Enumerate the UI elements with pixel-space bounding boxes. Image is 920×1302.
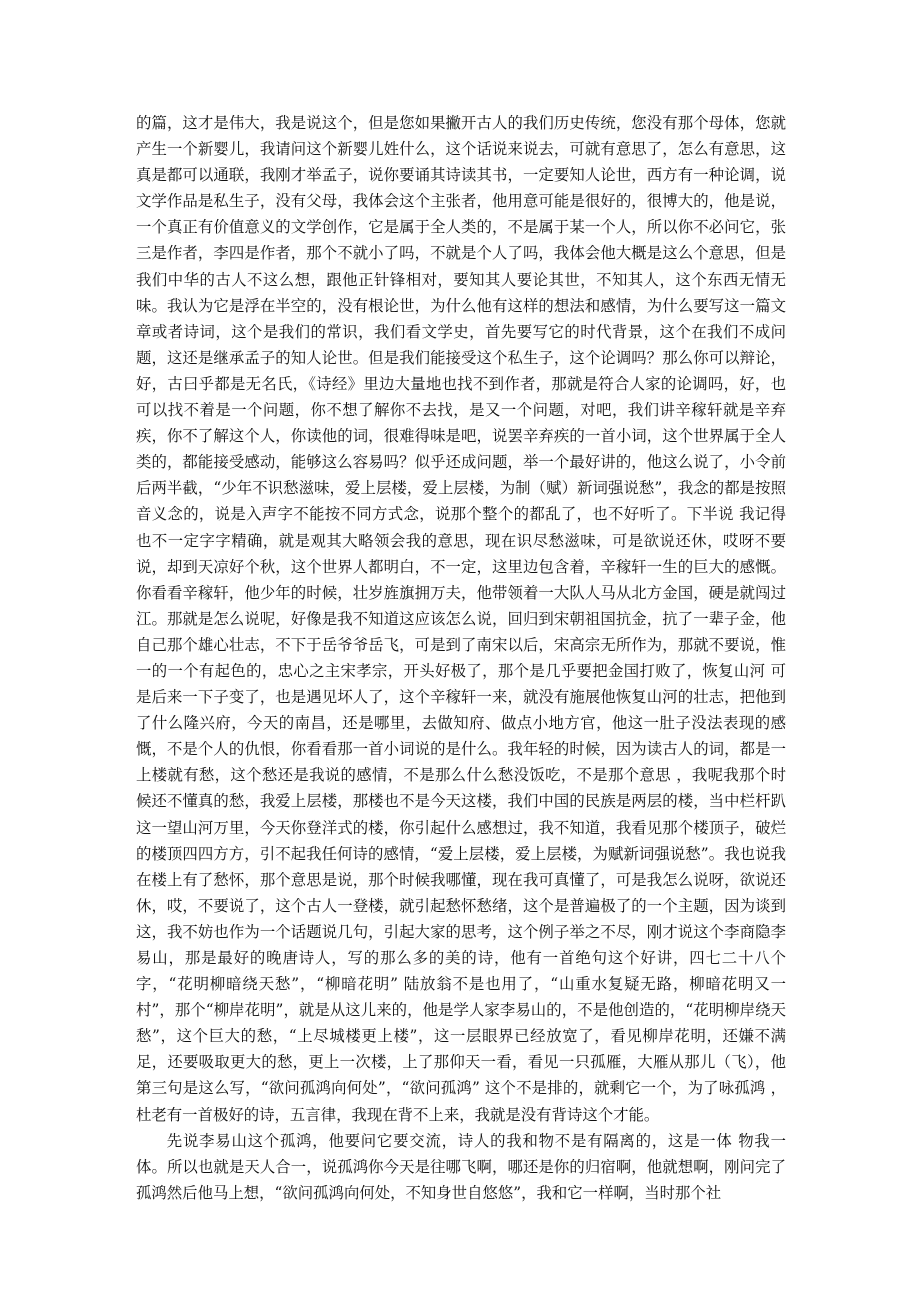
document-page: [136, 110, 786, 1206]
paragraph-1: 的篇，这才是伟大，我是说这个，但是您如果撇开古人的我们历史传统，您没有那个母体，您就产生一个新婴儿，我请问这个新婴儿姓什么，这个话说来说去，可就有意思了，怎么有意思，这真是都可以通联，我刚才举孟子，说你要诵其诗读其书，一定要知人论世，西方有一种论调，说文学作品是私生子，没有父母，我体会这个主张者，他用意可能是很好的，很博大的，他是说，一个真正有价值意义的文学创作，它是属于全人类的，不是属于某一个人，所以你不必问它，张三是作者，李四是作者，那个不就小了吗，不就是个人了吗，我体会他大概是这么个意思，但是我们中华的古人不这么想，跟他正针锋相对，要知其人要论其世，不知其人，这个东西无情无味。我认为它是浮在半空的，没有根论世，为什么他有这样的想法和感情，为什么要写这一篇文章或者诗词，这个是我们的常识，我们看文学史，首先要写它的时代背景，这个在我们不成问题，这还是继承孟子的知人论世。但是我们能接受这个私生子，这个论调吗？那么你可以辩论，好，古曰乎都是无名氏，《诗经》里边大量地也找不到作者，那就是符合人家的论调吗，好，也可以找不着是一个问题，你不想了解你不去找，是又一个问题，对吧，我们讲辛稼轩就是辛弃疾，你不了解这个人，你读他的词，很难得味是吧，说罢辛弃疾的一首小词，这个世界属于全人类的，都能接受感动，能够这么容易吗？似乎还成问题，举一个最好讲的，他这么说了，小令前后两半截，“少年不识愁滋味，爱上层楼，爱上层楼，为制（赋）新词强说愁”，我念的都是按照音义念的，说是入声字不能按不同方式念，说那个整个的都乱了，也不好听了。下半说 我记得也不一定字字精确，就是观其大略领会我的意思，现在识尽愁滋味，可是欲说还休，哎呀不要说，却到天凉好个秋，这个世界人都明白，不一定，这里边包含着，辛稼轩一生的巨大的感慨。你看看辛稼轩，他少年的时候，壮岁旌旗拥万夫，他带领着一大队人马从北方金国，硬是就闯过江。那就是怎么说呢，好像是我不知道这应该怎么说，回归到宋朝祖国抗金，抗了一辈子金，他自己那个雄心壮志，不下于岳爷爷岳飞，可是到了南宋以后，宋高宗无所作为，那就不要说，惟一的一个有起色的，忠心之主宋孝宗，开头好极了，那个是几乎要把金国打败了，恢复山河 可是后来一下子变了，也是遇见坏人了，这个辛稼轩一来，就没有施展他恢复山河的壮志，把他到了什么隆兴府，今天的南昌，还是哪里，去做知府、做点小地方官，他这一肚子没法表现的感慨，不是个人的仇恨，你看看那一首小词说的是什么。我年轻的时候，因为读古人的词，都是一上楼就有愁，这个愁还是我说的感情，不是那么什么愁没饭吃，不是那个意思 ，我呢我那个时候还不懂真的愁，我爱上层楼，那楼也不是今天这楼，我们中国的民族是两层的楼，当中栏杆趴这一望山河万里，今天你登洋式的楼，你引起什么感想过，我不知道，我看见那个楼顶子，破烂的楼顶四四方方，引不起我任何诗的感情，“爱上层楼，爱上层楼，为赋新词强说愁”。我也说我在楼上有了愁怀，那个意思是说，那个时候我哪懂，现在我可真懂了，可是我怎么说呀，欲说还休，哎，不要说了，这个古人一登楼，就引起愁怀愁绪，这个是普遍极了的一个主题，因为谈到这，我不妨也作为一个话题说几句，引起大家的思考，这个例子举之不尽，刚才说这个李商隐李易山，那是最好的晚唐诗人，写的那么多的美的诗，他有一首绝句这个好讲，四七二十八个字，“花明柳暗绕天愁”，“柳暗花明” 陆放翁不是也用了，“山重水复疑无路，柳暗花明又一村”，那个“柳岸花明”，就是从这儿来的，他是学人家李易山的，不是他创造的，“花明柳岸绕天愁”，这个巨大的愁，“上尽城楼更上楼”，这一层眼界已经放宽了，看见柳岸花明，还嫌不满足，还要吸取更大的愁，更上一次楼，上了那仰天一看，看见一只孤雁，大雁从那儿（飞），他第三句是这么写，“欲问孤鸿向何处”，“欲问孤鸿” 这个不是排的，就剩它一个，为了咏孤鸿 ，杜老有一首极好的诗，五言律，我现在背不上来，我就是没有背诗这个才能。: [136, 114, 786, 1124]
paragraph-2: 先说李易山这个孤鸿，他要问它要交流，诗人的我和物不是有隔离的，这是一体 物我一体。所以也就是天人合一，说孤鸿你今天是往哪飞啊，哪还是你的归宿啊，他就想啊，刚问完了孤鸿然后他马上想，“欲问孤鸿向何处，不知身世自悠悠”，我和它一样啊，当时那个社: [136, 1131, 786, 1202]
